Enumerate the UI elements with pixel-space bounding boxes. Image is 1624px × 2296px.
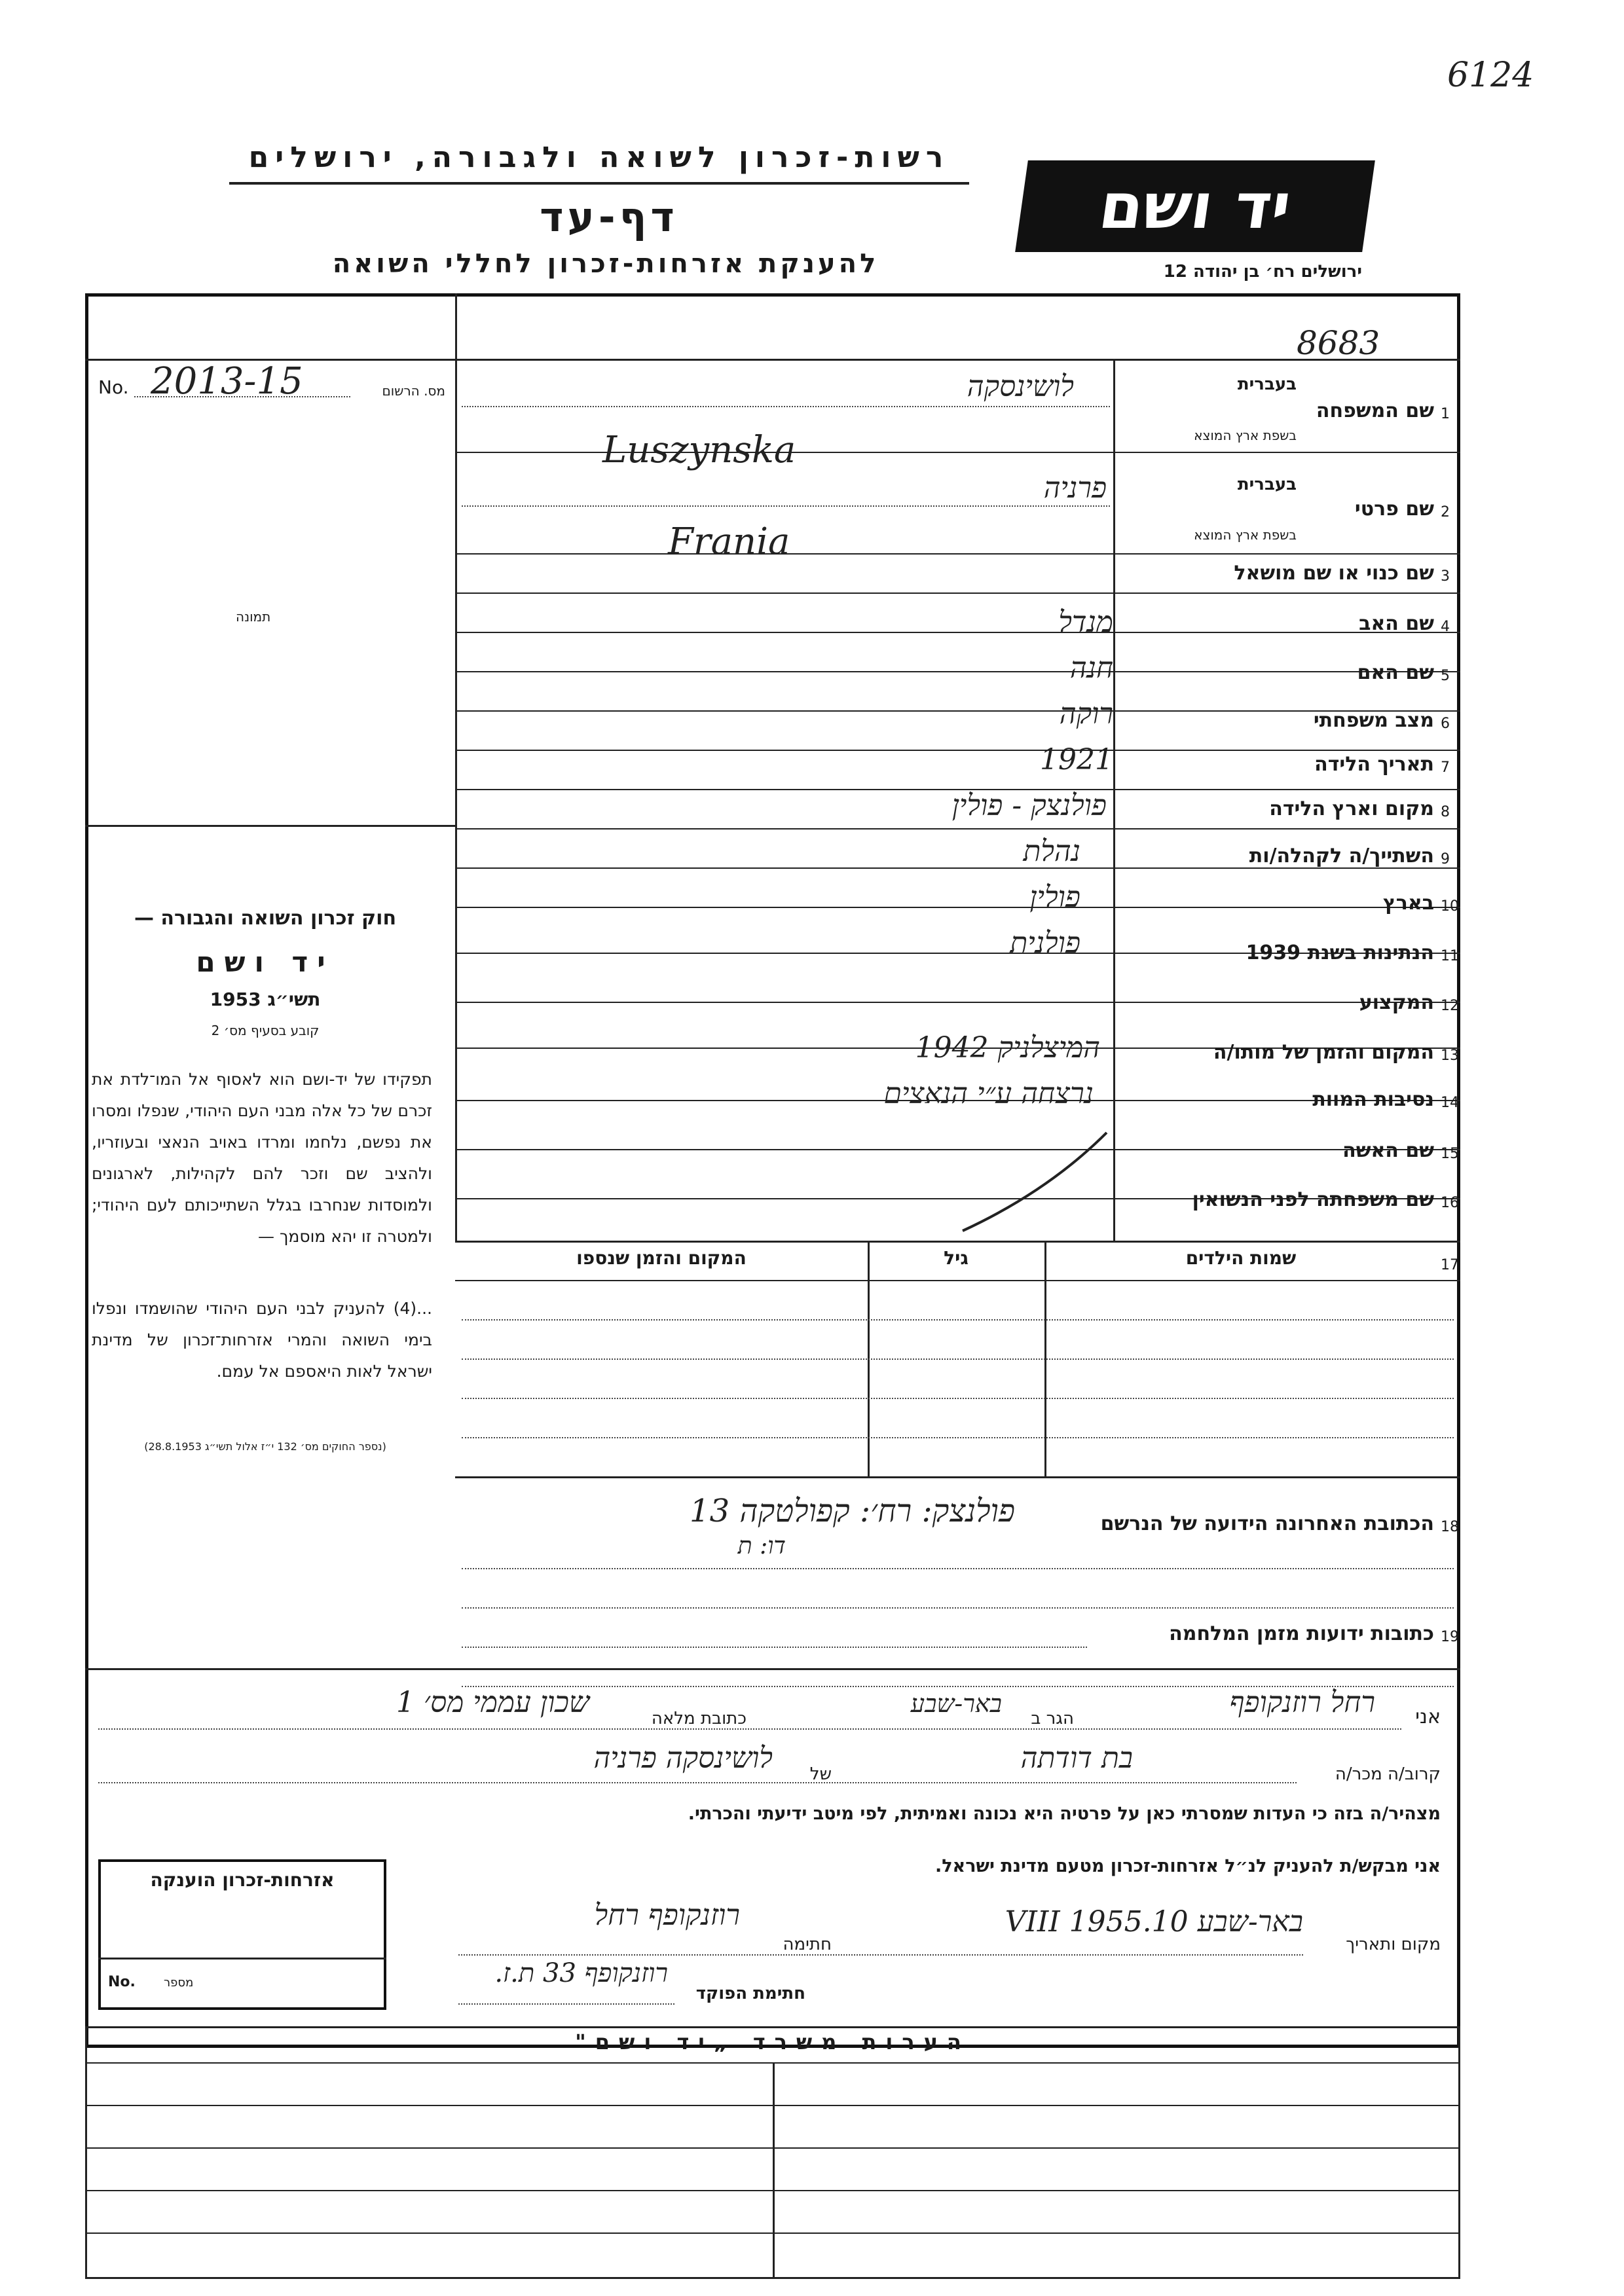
office-notes-row <box>85 2190 1460 2191</box>
office-notes-right <box>1458 2026 1460 2278</box>
row-line <box>455 592 1460 594</box>
citizenship-number-label: מספר <box>164 1976 194 1990</box>
field-4-number: 4 <box>1441 619 1450 635</box>
decl-i-label: אני <box>1415 1705 1441 1728</box>
decl-place-date: באר-שבע 10.VIII 1955 <box>1005 1905 1303 1939</box>
office-notes-title: הערות משרד „יד ושם" <box>575 2030 970 2054</box>
decl-line <box>98 1728 1401 1730</box>
decl-place-date-label: מקום ותאריך <box>1346 1935 1441 1954</box>
field-11-label: הנתינות בשנת 1939 <box>1246 941 1434 964</box>
field-5-label: שם האם <box>1357 661 1434 684</box>
field-11-number: 11 <box>1441 948 1459 964</box>
citizenship-box-title: אזרחות-זכרון הוענקה <box>150 1869 335 1891</box>
field-13-value: המיצלניק 1942 <box>915 1031 1100 1065</box>
field-6-number: 6 <box>1441 716 1450 732</box>
handwritten-file-number: 8683 <box>1297 324 1380 362</box>
officer-signature: רוזנקופף 33 ת.ז. <box>494 1958 668 1988</box>
form-subtitle: להענקת אזרחות-זכרון לחללי השואה <box>332 249 879 279</box>
field-3-number: 3 <box>1441 568 1450 585</box>
field-14-label: נסיבות המוות <box>1312 1088 1434 1111</box>
field-18-line <box>462 1607 1454 1609</box>
children-header-line <box>455 1280 1460 1281</box>
registration-no-label: No. <box>98 376 129 398</box>
field-2-sub-hebrew: בעברית <box>1237 475 1297 494</box>
law-footnote: (נספר החוקים מס׳ 132 י״ז אלול תשי״ג 28.8.1953) <box>144 1440 386 1453</box>
field-14-value: נרצחה ע״י הנאצים <box>883 1077 1094 1110</box>
field-1-sub-origin: בשפת ארץ המוצא <box>1194 428 1297 443</box>
office-notes-bottom <box>85 2277 1460 2279</box>
law-paragraph-1: תפקידו של יד-ושם הוא לאסוף אל המו־לדת את זכרם של כל אלה מבני העם היהודי, שנפלו ומסרו את נפשם, נלחמו ומרדו באויב הנאצי ובעוזריו, ולהציב שם וזכר להם לקהילות, לארגונים ולמוסדות שנחרבו בגלל השתייכותם לעם היהודי; ולמטרה זו יהא מוסמך — <box>92 1070 432 1246</box>
children-age-header: גיל <box>944 1247 969 1269</box>
registration-number: 2013-15 <box>151 360 303 403</box>
decl-of-label: של <box>809 1764 832 1784</box>
logo-address: ירושלים רח׳ בן יהודה 12 <box>1163 262 1362 282</box>
decl-of-name: לושינסקה פרניה <box>593 1741 773 1775</box>
row-line <box>455 1241 1460 1243</box>
form-title: דף-עד <box>540 193 678 241</box>
field-15-number: 15 <box>1441 1146 1459 1162</box>
field-9-label: השתייך/ה לקהלה/ות <box>1249 845 1434 867</box>
field-1-divider <box>462 406 1110 407</box>
field-4-label: שם האב <box>1359 612 1434 635</box>
field-2-value-hebrew: פרניה <box>1043 471 1107 505</box>
field-1-value-latin: Luszynska <box>602 429 796 471</box>
decl-address-label: כתובת מלאה <box>651 1709 747 1728</box>
field-12-number: 12 <box>1441 998 1459 1014</box>
field-18-value-extra: דו: ת <box>737 1533 786 1559</box>
citizenship-no-label: No. <box>108 1974 136 1990</box>
decl-name: רחל רוזנקופף <box>1229 1686 1375 1719</box>
org-line-underline <box>229 182 969 185</box>
field-5-value: חנה <box>1069 651 1113 685</box>
law-year: תשי״ג 1953 <box>210 989 321 1010</box>
field-10-label: בארץ <box>1382 892 1434 915</box>
law-name: יד ושם <box>196 946 335 978</box>
children-bottom-line <box>455 1476 1460 1478</box>
field-18-label: הכתובת האחרונה הידועה של הנרשם <box>1100 1512 1434 1535</box>
field-1-sub-hebrew: בעברית <box>1237 374 1297 394</box>
field-1-number: 1 <box>1441 406 1450 422</box>
office-notes-row <box>85 2232 1460 2234</box>
children-row-line <box>462 1358 1454 1360</box>
org-line: רשות-זכרון לשואה ולגבורה, ירושלים <box>248 141 950 174</box>
field-18-number: 18 <box>1441 1519 1459 1535</box>
office-notes-col-divider <box>773 2062 775 2278</box>
field-8-number: 8 <box>1441 804 1450 820</box>
row-line <box>455 553 1460 555</box>
field-19-label: כתובות ידועות מזמן המלחמה <box>1169 1622 1434 1645</box>
field-18-line <box>462 1568 1454 1569</box>
field-4-value: מנדל <box>1058 606 1113 639</box>
decl-city: באר-שבע <box>910 1689 1002 1718</box>
decl-signature: רוזנקופף רחל <box>594 1899 740 1932</box>
field-16-label: שם משפחתה לפני הנשואין <box>1192 1188 1434 1211</box>
law-clause: קובע בסעיף מס׳ 2 <box>211 1023 320 1038</box>
decl-statement: מצהיר/ה בזה כי העדות שמסרתי כאן על פרטיה היא נכונה ואמיתית, לפי מיטב ידיעתי והכרתי. <box>688 1804 1441 1824</box>
field-13-label: המקום והזמן של מותו/ה <box>1213 1041 1434 1064</box>
photo-label: תמונה <box>236 609 271 625</box>
decl-address: שכון עממי מס׳ 1 <box>396 1686 589 1719</box>
field-7-number: 7 <box>1441 759 1450 776</box>
field-8-label: מקום וארץ הלידה <box>1269 797 1434 820</box>
field-14-number: 14 <box>1441 1095 1459 1111</box>
registration-label: מס. הרשום <box>382 383 445 399</box>
decl-request: אני מבקש/ת להעניק לנ״ל אזרחות-זכרון מטעם מדינת ישראל. <box>934 1856 1441 1876</box>
decl-resides-label: הגר ב <box>1031 1709 1074 1728</box>
field-2-divider <box>462 505 1110 507</box>
row-line <box>455 828 1460 829</box>
decl-line <box>98 1782 1297 1783</box>
field-9-value: נהלת <box>1023 835 1080 868</box>
field-6-label: מצב משפחתי <box>1313 709 1434 732</box>
field-6-value: רוקה <box>1059 697 1113 731</box>
field-10-number: 10 <box>1441 898 1459 915</box>
decl-relation: בת דודתה <box>1020 1741 1133 1775</box>
field-2-number: 2 <box>1441 504 1450 520</box>
office-notes-row <box>85 2147 1460 2149</box>
office-notes-left <box>85 2026 87 2278</box>
field-9-number: 9 <box>1441 851 1450 867</box>
children-place-header: המקום והזמן שנספו <box>576 1247 747 1269</box>
field-1-label: שם המשפחה <box>1316 399 1434 422</box>
children-row-line <box>462 1437 1454 1438</box>
field-3-label: שם כנוי או שם מושאל <box>1234 562 1434 585</box>
office-notes-top <box>85 2026 1460 2028</box>
decl-line <box>458 1954 1303 1956</box>
field-16-number: 16 <box>1441 1195 1459 1211</box>
page-number: 6124 <box>1447 56 1534 95</box>
strike-mark <box>950 1126 1113 1237</box>
field-12-label: המקצוע <box>1359 991 1434 1014</box>
label-column-divider <box>1113 359 1115 1243</box>
officer-line <box>458 2003 674 2005</box>
declaration-top-line <box>85 1668 1460 1670</box>
decl-relation-label: קרוב/ה מכר/ה <box>1335 1764 1441 1784</box>
field-13-number: 13 <box>1441 1048 1459 1064</box>
field-18-value: פולנצק: רח׳: קפולטקה 13 <box>690 1493 1015 1529</box>
field-5-number: 5 <box>1441 668 1450 684</box>
law-paragraph-2: ...(4) להעניק לבני העם היהודי שהושמדו ונפלו בימי השואה והמרי אזרחות־זכרון של מדינת ישראל לאות היאספם אל עמם. <box>92 1299 432 1381</box>
field-19-number: 19 <box>1441 1629 1459 1645</box>
law-title: חוק זכרון השואה והגבורה — <box>134 907 397 930</box>
children-row-line <box>462 1319 1454 1321</box>
office-notes-row <box>85 2105 1460 2106</box>
field-7-value: 1921 <box>1040 743 1113 776</box>
field-19-line <box>462 1647 1087 1648</box>
field-7-label: תאריך הלידה <box>1314 753 1434 776</box>
field-2-sub-origin: בשפת ארץ המוצא <box>1194 527 1297 543</box>
children-names-header: שמות הילדים <box>1185 1247 1297 1269</box>
photo-bottom-divider <box>85 825 455 827</box>
citizenship-box-divider <box>98 1958 386 1959</box>
field-8-value: פולנצק - פולין <box>951 789 1107 822</box>
children-row-line <box>462 1398 1454 1399</box>
field-15-label: שם האשה <box>1342 1139 1434 1162</box>
officer-signature-label: חתימת הפוקד <box>695 1984 805 2003</box>
field-2-label: שם פרטי <box>1354 498 1434 520</box>
yad-vashem-logo: יד ושם <box>1015 160 1375 252</box>
field-2-value-latin: Frania <box>668 520 790 563</box>
field-17-number: 17 <box>1441 1257 1459 1273</box>
field-10-value: פולין <box>1029 881 1080 914</box>
decl-signature-label: חתימה <box>783 1935 832 1954</box>
field-1-value-hebrew: לושינסקה <box>967 370 1074 403</box>
field-11-value: פולנית <box>1010 926 1080 960</box>
